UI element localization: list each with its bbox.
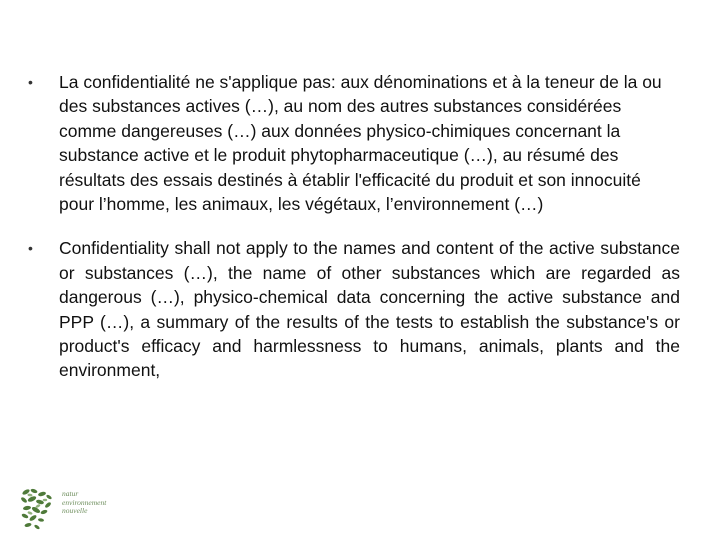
bullet-list <box>28 70 680 383</box>
leaf-cluster-icon <box>18 486 62 532</box>
organization-logo <box>18 486 118 532</box>
logo-line-2: environnement <box>62 497 107 507</box>
logo-text <box>62 490 106 516</box>
bullet-text-french: La confidentialité ne s'applique pas: aux dénominations et à la teneur de la ou des substances actives (…), au nom des autres substances considérées comme dangereuses (…) aux données physico-chimiques concernant la substance active et le produit phytopharmaceutique (…), au résumé des résultats des essais destinés à établir l'efficacité du produit et son innocuité pour l’homme, les animaux, les végétaux, l’environnement (…) <box>59 72 662 215</box>
logo-line-1: natur <box>62 489 79 498</box>
bullet-dot-icon: • <box>28 240 33 257</box>
bullet-text-english: Confidentiality shall not apply to the names and content of the active substance or substances (…), the name of other substances which are regarded as dangerous (…), physico-chemical data concerning the active substance and PPP (…), a summary of the results of the tests to establish the substance's or product's efficacy and harmlessness to humans, animals, plants and the environment, <box>59 238 680 381</box>
bullet-item-french <box>28 70 680 216</box>
bullet-item-english <box>28 236 680 382</box>
logo-line-3: nouvelle <box>62 506 88 515</box>
bullet-dot-icon: • <box>28 74 33 90</box>
